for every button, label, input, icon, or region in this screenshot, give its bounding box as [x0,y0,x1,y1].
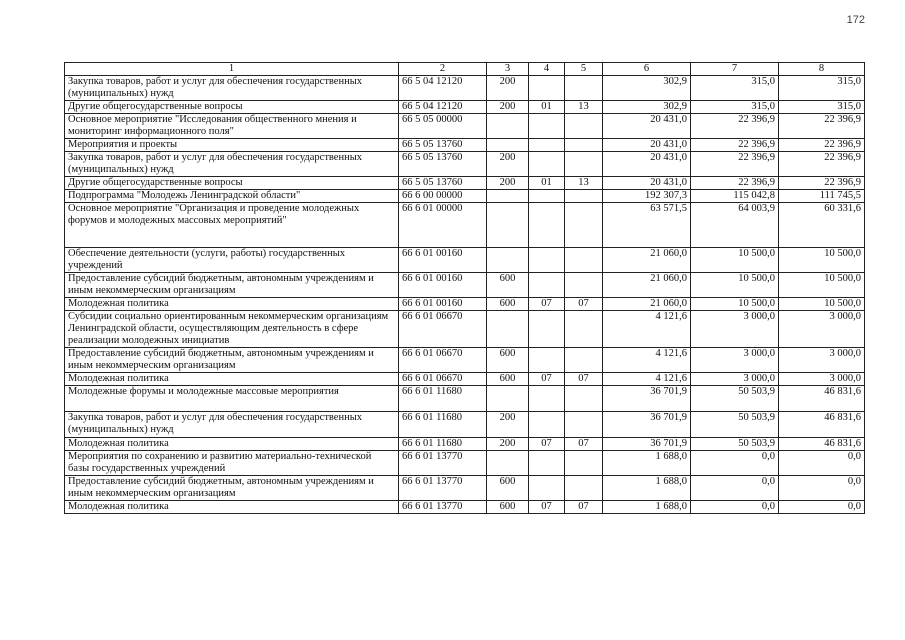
row-col5-cell: 07 [565,373,603,386]
row-value6-cell: 21 060,0 [603,273,691,298]
row-col3-cell: 200 [487,101,529,114]
table-row [65,438,865,451]
header-cell: 6 [603,63,691,76]
row-value6-cell: 4 121,6 [603,348,691,373]
table-body [65,76,865,514]
row-col5-cell [565,139,603,152]
row-code-cell: 66 6 01 06670 [399,373,487,386]
table-row [65,203,865,248]
row-col4-cell [529,76,565,101]
row-value8-cell: 46 831,6 [779,386,865,412]
row-col5-cell [565,190,603,203]
row-name-cell: Молодежная политика [65,501,399,514]
row-col4-cell [529,311,565,348]
row-name-cell: Молодежная политика [65,298,399,311]
row-code-cell: 66 5 04 12120 [399,76,487,101]
row-col5-cell [565,386,603,412]
row-value6-cell: 36 701,9 [603,412,691,438]
row-col3-cell [487,311,529,348]
row-value8-cell: 10 500,0 [779,298,865,311]
row-value8-cell: 315,0 [779,76,865,101]
row-value7-cell: 64 003,9 [691,203,779,248]
header-cell: 4 [529,63,565,76]
row-value7-cell: 22 396,9 [691,152,779,177]
row-col4-cell: 01 [529,101,565,114]
row-value6-cell: 1 688,0 [603,501,691,514]
row-value7-cell: 10 500,0 [691,273,779,298]
row-col5-cell: 13 [565,177,603,190]
header-cell: 1 [65,63,399,76]
row-value6-cell: 63 571,5 [603,203,691,248]
row-col3-cell: 600 [487,373,529,386]
row-value7-cell: 50 503,9 [691,386,779,412]
table-row [65,501,865,514]
row-col5-cell [565,248,603,273]
row-code-cell: 66 5 04 12120 [399,101,487,114]
row-value7-cell: 315,0 [691,76,779,101]
row-col4-cell [529,476,565,501]
table-row [65,177,865,190]
row-value8-cell: 3 000,0 [779,348,865,373]
row-col5-cell [565,114,603,139]
row-col5-cell: 07 [565,501,603,514]
table-row [65,373,865,386]
table-row [65,76,865,101]
row-name-cell: Молодежная политика [65,373,399,386]
row-code-cell: 66 5 05 13760 [399,177,487,190]
row-value7-cell: 10 500,0 [691,298,779,311]
row-value7-cell: 315,0 [691,101,779,114]
row-name-cell: Предоставление субсидий бюджетным, автономным учреждениям и иным некоммерческим организациям [65,476,399,501]
row-col3-cell: 600 [487,298,529,311]
row-value8-cell: 10 500,0 [779,248,865,273]
row-value8-cell: 10 500,0 [779,273,865,298]
row-name-cell: Подпрограмма "Молодежь Ленинградской области" [65,190,399,203]
row-value8-cell: 22 396,9 [779,152,865,177]
row-value7-cell: 0,0 [691,476,779,501]
row-value7-cell: 10 500,0 [691,248,779,273]
table-row [65,139,865,152]
row-col3-cell [487,203,529,248]
header-cell: 7 [691,63,779,76]
row-col4-cell [529,152,565,177]
row-code-cell: 66 6 01 11680 [399,438,487,451]
row-value6-cell: 302,9 [603,101,691,114]
row-name-cell: Молодежная политика [65,438,399,451]
row-value6-cell: 192 307,3 [603,190,691,203]
row-col5-cell [565,152,603,177]
row-value7-cell: 0,0 [691,501,779,514]
row-col3-cell: 200 [487,412,529,438]
row-col4-cell [529,248,565,273]
row-name-cell: Основное мероприятие "Исследования общественного мнения и мониторинг информационного поля" [65,114,399,139]
row-name-cell: Основное мероприятие "Организация и проведение молодежных форумов и молодежных массовых мероприятий" [65,203,399,248]
row-value8-cell: 60 331,6 [779,203,865,248]
row-col4-cell [529,273,565,298]
row-col5-cell [565,412,603,438]
row-code-cell: 66 6 01 00160 [399,248,487,273]
row-value6-cell: 36 701,9 [603,386,691,412]
row-col3-cell: 600 [487,501,529,514]
header-cell: 3 [487,63,529,76]
row-col5-cell: 07 [565,298,603,311]
row-value6-cell: 21 060,0 [603,248,691,273]
table-row [65,273,865,298]
row-col4-cell: 07 [529,438,565,451]
row-code-cell: 66 6 01 06670 [399,311,487,348]
row-code-cell: 66 5 05 00000 [399,114,487,139]
row-col3-cell [487,190,529,203]
header-cell: 2 [399,63,487,76]
table-row [65,248,865,273]
row-col4-cell [529,386,565,412]
row-value8-cell: 3 000,0 [779,373,865,386]
row-value7-cell: 22 396,9 [691,114,779,139]
row-col5-cell [565,451,603,476]
row-col5-cell: 13 [565,101,603,114]
row-value6-cell: 21 060,0 [603,298,691,311]
row-value6-cell: 20 431,0 [603,152,691,177]
row-value7-cell: 3 000,0 [691,311,779,348]
row-col5-cell [565,311,603,348]
row-value6-cell: 302,9 [603,76,691,101]
row-code-cell: 66 6 01 11680 [399,386,487,412]
row-code-cell: 66 6 01 00000 [399,203,487,248]
row-code-cell: 66 6 00 00000 [399,190,487,203]
table-row [65,298,865,311]
row-col5-cell [565,273,603,298]
row-value8-cell: 0,0 [779,501,865,514]
row-col5-cell [565,203,603,248]
row-col5-cell [565,76,603,101]
budget-table [64,62,865,514]
table-row [65,348,865,373]
row-col3-cell: 600 [487,348,529,373]
table-row [65,101,865,114]
row-value8-cell: 0,0 [779,451,865,476]
row-value8-cell: 315,0 [779,101,865,114]
row-value8-cell: 46 831,6 [779,438,865,451]
table-row [65,190,865,203]
row-value7-cell: 3 000,0 [691,348,779,373]
row-col3-cell [487,248,529,273]
header-cell: 5 [565,63,603,76]
row-col4-cell [529,412,565,438]
row-col4-cell: 07 [529,298,565,311]
row-value6-cell: 1 688,0 [603,451,691,476]
table-row [65,152,865,177]
row-value7-cell: 22 396,9 [691,177,779,190]
row-value7-cell: 115 042,8 [691,190,779,203]
row-col4-cell [529,139,565,152]
table-row [65,114,865,139]
row-name-cell: Закупка товаров, работ и услуг для обеспечения государственных (муниципальных) нужд [65,152,399,177]
row-col3-cell: 200 [487,76,529,101]
row-col4-cell: 07 [529,373,565,386]
row-value8-cell: 3 000,0 [779,311,865,348]
row-code-cell: 66 5 05 13760 [399,152,487,177]
row-col5-cell: 07 [565,438,603,451]
row-value8-cell: 0,0 [779,476,865,501]
row-col3-cell [487,139,529,152]
row-value6-cell: 20 431,0 [603,114,691,139]
row-col4-cell [529,190,565,203]
row-col3-cell [487,451,529,476]
row-col4-cell: 07 [529,501,565,514]
row-value8-cell: 111 745,5 [779,190,865,203]
page-number: 172 [846,14,865,26]
row-name-cell: Другие общегосударственные вопросы [65,177,399,190]
row-name-cell: Предоставление субсидий бюджетным, автономным учреждениям и иным некоммерческим организациям [65,348,399,373]
row-value8-cell: 46 831,6 [779,412,865,438]
row-col4-cell [529,348,565,373]
row-code-cell: 66 6 01 11680 [399,412,487,438]
row-name-cell: Другие общегосударственные вопросы [65,101,399,114]
row-value7-cell: 50 503,9 [691,412,779,438]
row-name-cell: Мероприятия и проекты [65,139,399,152]
row-col4-cell [529,114,565,139]
row-value6-cell: 4 121,6 [603,311,691,348]
header-cell: 8 [779,63,865,76]
row-value6-cell: 4 121,6 [603,373,691,386]
row-name-cell: Закупка товаров, работ и услуг для обеспечения государственных (муниципальных) нужд [65,412,399,438]
row-code-cell: 66 6 01 13770 [399,501,487,514]
row-value8-cell: 22 396,9 [779,177,865,190]
row-col3-cell: 200 [487,152,529,177]
row-name-cell: Субсидии социально ориентированным некоммерческим организациям Ленинградской области, осуществляющим деятельность в сфере реализации молодежных инициатив [65,311,399,348]
row-value7-cell: 3 000,0 [691,373,779,386]
table-row [65,451,865,476]
row-col3-cell [487,114,529,139]
row-code-cell: 66 6 01 06670 [399,348,487,373]
row-value7-cell: 0,0 [691,451,779,476]
row-value7-cell: 22 396,9 [691,139,779,152]
row-name-cell: Мероприятия по сохранению и развитию материально-технической базы государственных учреждений [65,451,399,476]
table-row [65,311,865,348]
row-col4-cell [529,203,565,248]
row-col4-cell [529,451,565,476]
row-col3-cell: 200 [487,177,529,190]
row-col3-cell: 600 [487,476,529,501]
row-col3-cell [487,386,529,412]
row-value8-cell: 22 396,9 [779,114,865,139]
row-col4-cell: 01 [529,177,565,190]
row-code-cell: 66 6 01 13770 [399,476,487,501]
row-col3-cell: 200 [487,438,529,451]
row-name-cell: Молодежные форумы и молодежные массовые мероприятия [65,386,399,412]
row-code-cell: 66 6 01 00160 [399,273,487,298]
row-value6-cell: 1 688,0 [603,476,691,501]
row-col3-cell: 600 [487,273,529,298]
row-code-cell: 66 5 05 13760 [399,139,487,152]
table-row [65,386,865,412]
row-name-cell: Закупка товаров, работ и услуг для обеспечения государственных (муниципальных) нужд [65,76,399,101]
row-col5-cell [565,348,603,373]
row-value6-cell: 20 431,0 [603,139,691,152]
row-name-cell: Предоставление субсидий бюджетным, автономным учреждениям и иным некоммерческим организациям [65,273,399,298]
table-row [65,476,865,501]
header-row [65,63,865,76]
row-value7-cell: 50 503,9 [691,438,779,451]
row-value8-cell: 22 396,9 [779,139,865,152]
row-name-cell: Обеспечение деятельности (услуги, работы) государственных учреждений [65,248,399,273]
row-col5-cell [565,476,603,501]
row-value6-cell: 36 701,9 [603,438,691,451]
row-value6-cell: 20 431,0 [603,177,691,190]
row-code-cell: 66 6 01 00160 [399,298,487,311]
table-row [65,412,865,438]
row-code-cell: 66 6 01 13770 [399,451,487,476]
